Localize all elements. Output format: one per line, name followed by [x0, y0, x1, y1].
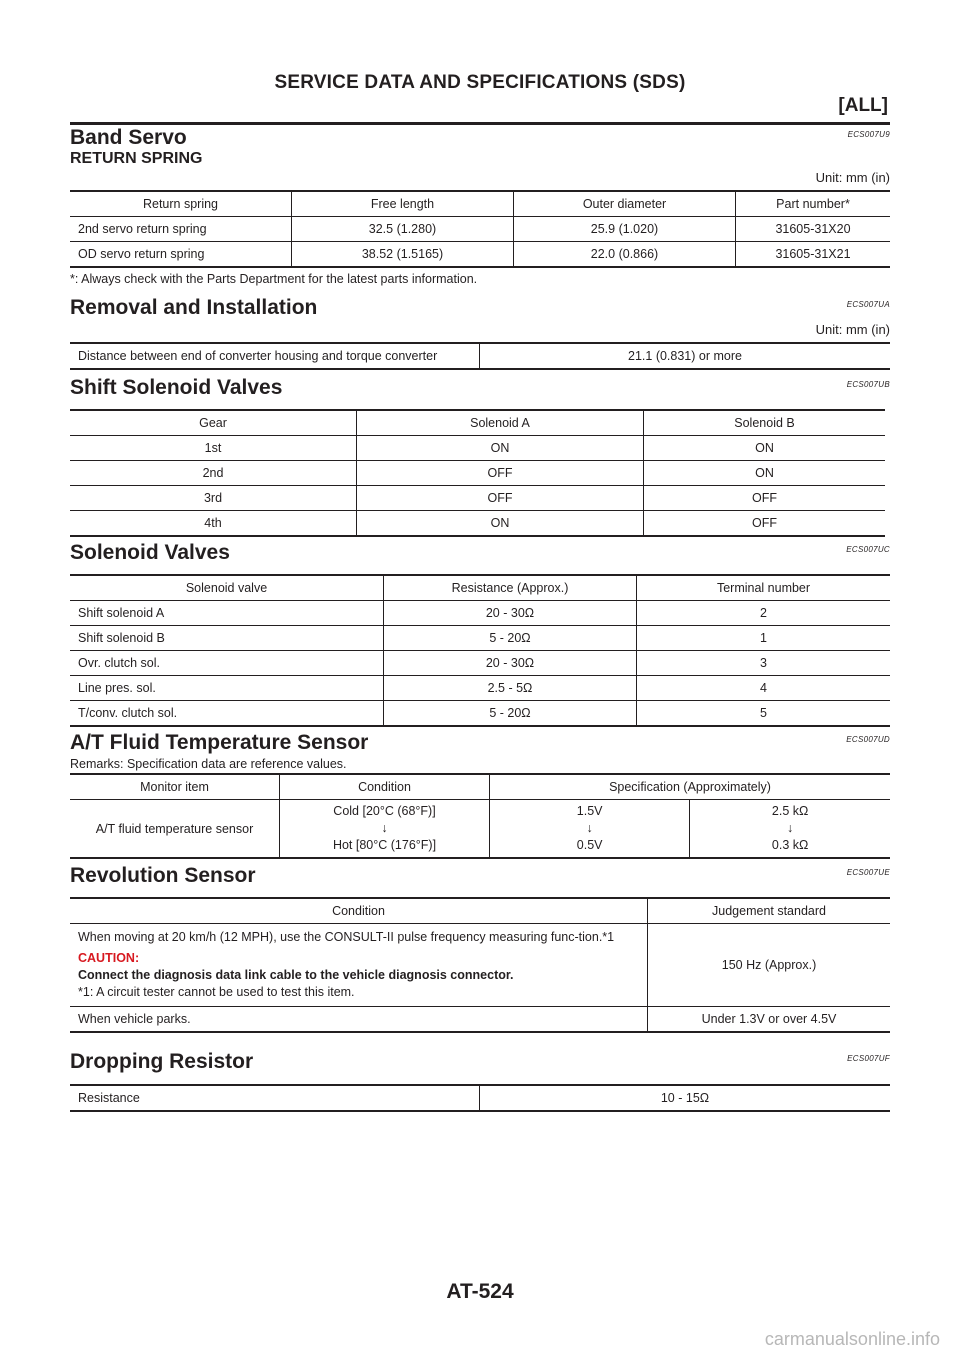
shift-solenoid-title: Shift Solenoid Valves: [70, 376, 283, 399]
measurement-instruction: When moving at 20 km/h (12 MPH), use the CONSULT-II pulse frequency measuring func-tion.*1: [78, 930, 615, 944]
table-row: [70, 486, 885, 511]
table-cell: 4th: [70, 511, 357, 537]
table-cell: 5 - 20Ω: [384, 701, 637, 727]
shift-solenoid-section: [70, 376, 890, 537]
section-code: ECS007UB: [846, 380, 890, 389]
dropping-table: [70, 1084, 890, 1112]
table-cell: 38.52 (1.5165): [292, 242, 514, 268]
table-header-row: [70, 575, 890, 601]
footnote-text: *1: A circuit tester cannot be used to test this item.: [78, 985, 355, 999]
section-code: ECS007UD: [846, 735, 890, 744]
table-row: [70, 601, 890, 626]
page-header-title: SERVICE DATA AND SPECIFICATIONS (SDS): [274, 72, 686, 93]
column-header: Solenoid A: [357, 410, 644, 436]
band-servo-section: [70, 126, 890, 286]
table-cell: 2nd: [70, 461, 357, 486]
fluid-temp-section: [70, 731, 890, 859]
section-code: ECS007UC: [846, 545, 890, 554]
table-row: [70, 701, 890, 727]
table-cell: 25.9 (1.020): [514, 217, 736, 242]
cold-resistance: 2.5 kΩ: [771, 804, 809, 818]
table-cell: Under 1.3V or over 4.5V: [648, 1007, 891, 1033]
fluid-temp-title: A/T Fluid Temperature Sensor: [70, 731, 369, 754]
revolution-title: Revolution Sensor: [70, 864, 256, 887]
table-cell: 1: [637, 626, 891, 651]
removal-section: [70, 296, 890, 370]
table-cell: 3rd: [70, 486, 357, 511]
caution-label: CAUTION:: [78, 951, 140, 965]
table-cell: 3: [637, 651, 891, 676]
hot-condition: Hot [80°C (176°F)]: [332, 838, 437, 852]
table-cell: 20 - 30Ω: [384, 651, 637, 676]
table-header-row: [70, 191, 890, 217]
unit-label: Unit: mm (in): [815, 170, 890, 185]
table-cell: 5: [637, 701, 891, 727]
table-cell: 4: [637, 676, 891, 701]
table-cell: OFF: [357, 461, 644, 486]
revolution-table: [70, 897, 890, 1033]
table-cell: Shift solenoid B: [70, 626, 384, 651]
removal-table: [70, 342, 890, 370]
table-cell: When vehicle parks.: [70, 1007, 648, 1033]
table-cell: A/T fluid temperature sensor: [70, 800, 280, 859]
section-title: [70, 731, 890, 755]
unit-label: Unit: mm (in): [815, 322, 890, 337]
dropping-section: [70, 1050, 890, 1112]
table-cell: Shift solenoid A: [70, 601, 384, 626]
table-header-row: [70, 774, 890, 800]
column-header: Condition: [332, 904, 385, 918]
column-header: Return spring: [142, 197, 219, 211]
table-row: [70, 217, 890, 242]
table-cell: 20 - 30Ω: [384, 601, 637, 626]
return-spring-table: [70, 190, 890, 268]
table-cell: 22.0 (0.866): [514, 242, 736, 268]
table-cell: 32.5 (1.280): [292, 217, 514, 242]
table-cell: Line pres. sol.: [70, 676, 384, 701]
table-cell: ON: [357, 511, 644, 537]
condition-detail-cell: [70, 924, 648, 1007]
dropping-title: Dropping Resistor: [70, 1050, 254, 1073]
table-cell: OFF: [644, 486, 886, 511]
table-cell: 2: [637, 601, 891, 626]
band-servo-title: Band Servo: [70, 126, 187, 149]
cold-voltage: 1.5V: [576, 804, 603, 818]
column-header: Solenoid B: [644, 410, 886, 436]
table-cell: T/conv. clutch sol.: [70, 701, 384, 727]
section-title: [70, 296, 890, 320]
table-cell: ON: [644, 461, 886, 486]
column-header: Condition: [280, 774, 490, 800]
table-row: [70, 924, 890, 1007]
table-row: [70, 626, 890, 651]
column-header: Free length: [292, 191, 514, 217]
section-title: [70, 376, 890, 400]
table-row: [70, 800, 890, 859]
removal-title: Removal and Installation: [70, 296, 318, 319]
condition-cell: [280, 800, 490, 859]
cold-condition: Cold [20°C (68°F)]: [333, 804, 436, 818]
table-cell: ON: [644, 436, 886, 461]
section-code: ECS007U9: [847, 130, 890, 139]
table-cell: OD servo return spring: [70, 242, 292, 268]
header-rule: [70, 122, 890, 125]
column-header: Outer diameter: [514, 191, 736, 217]
table-row: [70, 651, 890, 676]
shift-solenoid-table: [70, 409, 885, 537]
watermark: carmanualsonline.info: [764, 1329, 940, 1349]
column-header: Gear: [199, 416, 227, 430]
table-cell: 5 - 20Ω: [384, 626, 637, 651]
table-row: [70, 461, 885, 486]
section-code: ECS007UF: [847, 1054, 890, 1063]
revolution-section: [70, 864, 890, 1033]
column-header: Resistance (Approx.): [384, 575, 637, 601]
down-arrow-icon: ↓: [787, 821, 794, 835]
page-header-scope: [ALL]: [838, 95, 888, 116]
caution-text: Connect the diagnosis data link cable to the vehicle diagnosis connector.: [78, 968, 514, 982]
table-row: [70, 1085, 890, 1111]
table-cell: Resistance: [70, 1085, 480, 1111]
column-header: Solenoid valve: [185, 581, 268, 595]
table-cell: ON: [357, 436, 644, 461]
table-cell: 2nd servo return spring: [70, 217, 292, 242]
table-row: [70, 436, 885, 461]
column-header: Part number*: [736, 191, 891, 217]
table-cell: 150 Hz (Approx.): [648, 924, 891, 1007]
section-title: [70, 126, 890, 150]
section-code: ECS007UA: [846, 300, 890, 309]
table-cell: 1st: [70, 436, 357, 461]
return-spring-subtitle: RETURN SPRING: [70, 150, 203, 167]
table-cell: 21.1 (0.831) or more: [480, 343, 891, 369]
solenoid-valves-title: Solenoid Valves: [70, 541, 230, 564]
down-arrow-icon: ↓: [586, 821, 593, 835]
resistance-cell: [690, 800, 890, 859]
table-cell: 31605-31X21: [736, 242, 891, 268]
section-title: [70, 1050, 890, 1074]
column-header: Terminal number: [637, 575, 891, 601]
hot-voltage: 0.5V: [576, 838, 603, 852]
table-cell: Ovr. clutch sol.: [70, 651, 384, 676]
parts-note: *: Always check with the Parts Department for the latest parts information.: [70, 272, 478, 286]
table-cell: OFF: [357, 486, 644, 511]
table-header-row: [70, 898, 890, 924]
table-row: [70, 1007, 890, 1033]
down-arrow-icon: ↓: [381, 821, 388, 835]
table-row: [70, 511, 885, 537]
table-cell: OFF: [644, 511, 886, 537]
section-title: [70, 864, 890, 888]
table-header-row: [70, 410, 885, 436]
table-row: [70, 343, 890, 369]
page-number: AT-524: [446, 1280, 514, 1303]
table-cell: 31605-31X20: [736, 217, 891, 242]
table-cell: 10 - 15Ω: [480, 1085, 891, 1111]
column-header: Monitor item: [140, 780, 209, 794]
voltage-cell: [490, 800, 690, 859]
solenoid-valves-table: [70, 574, 890, 727]
table-row: [70, 242, 890, 268]
solenoid-valves-section: [70, 541, 890, 727]
fluid-temp-table: [70, 773, 890, 859]
section-code: ECS007UE: [846, 868, 890, 877]
hot-resistance: 0.3 kΩ: [771, 838, 809, 852]
column-header: Judgement standard: [648, 898, 891, 924]
table-row: [70, 676, 890, 701]
column-header: Specification (Approximately): [490, 774, 891, 800]
section-title: [70, 541, 890, 565]
remarks-text: Remarks: Specification data are reference values.: [70, 757, 347, 771]
table-cell: Distance between end of converter housing and torque converter: [70, 343, 480, 369]
table-cell: 2.5 - 5Ω: [384, 676, 637, 701]
